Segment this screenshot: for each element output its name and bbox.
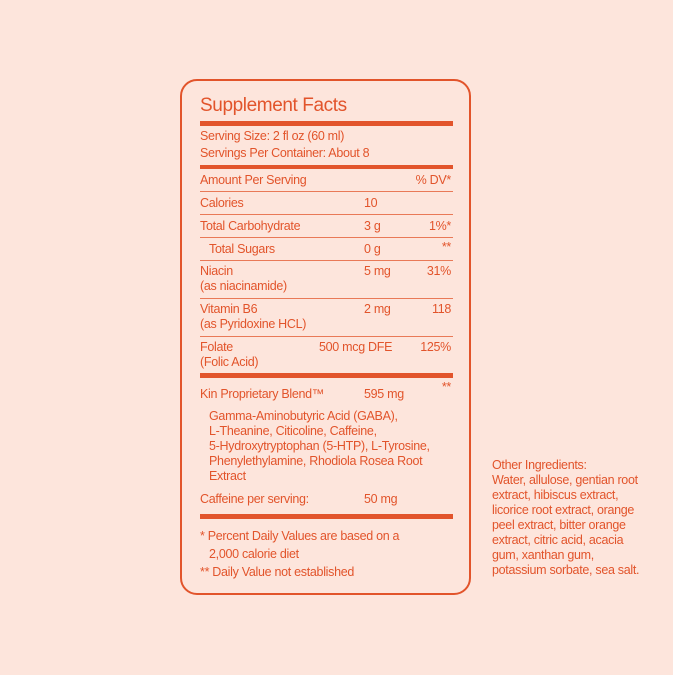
blend-dv: **: [441, 380, 451, 394]
divider-thin: [200, 191, 453, 192]
row-name: Total Sugars: [209, 242, 275, 256]
other-ingredients-line: peel extract, bitter orange: [492, 518, 626, 532]
serving-size: Serving Size: 2 fl oz (60 ml): [200, 129, 345, 143]
divider-thick: [200, 121, 453, 126]
other-ingredients-line: Other Ingredients:: [492, 458, 587, 472]
caffeine-name: Caffeine per serving:: [200, 492, 309, 506]
row-amount: 2 mg: [364, 302, 391, 316]
footnote-line: ** Daily Value not established: [200, 565, 355, 579]
row-sub: (Folic Acid): [200, 355, 259, 369]
footnote-line: * Percent Daily Values are based on a: [200, 529, 400, 543]
divider-thick: [200, 165, 453, 169]
row-dv: 1%*: [428, 219, 451, 233]
blend-ingredient-line: Phenylethylamine, Rhodiola Rosea Root: [209, 454, 423, 468]
blend-ingredient-line: Gamma-Aminobutyric Acid (GABA),: [209, 409, 398, 423]
divider-thick: [200, 373, 453, 378]
other-ingredients-line: potassium sorbate, sea salt.: [492, 563, 640, 577]
divider-thin: [200, 214, 453, 215]
header-amount-per-serving: Amount Per Serving: [200, 173, 307, 187]
servings-per-container: Servings Per Container: About 8: [200, 146, 370, 160]
blend-ingredient-line: 5-Hydroxytryptophan (5-HTP), L-Tyrosine,: [209, 439, 430, 453]
blend-amount: 595 mg: [364, 387, 404, 401]
row-amount: 3 g: [364, 219, 381, 233]
row-dv: 31%: [426, 264, 451, 278]
row-name: Niacin: [200, 264, 233, 278]
row-sub: (as niacinamide): [200, 279, 287, 293]
blend-ingredient-line: Extract: [209, 469, 246, 483]
row-amount: 5 mg: [364, 264, 391, 278]
divider-thin: [200, 336, 453, 337]
footnote-line: 2,000 calorie diet: [209, 547, 299, 561]
header-dv: % DV*: [415, 173, 451, 187]
other-ingredients-line: gum, xanthan gum,: [492, 548, 594, 562]
blend-ingredient-line: L-Theanine, Citicoline, Caffeine,: [209, 424, 377, 438]
other-ingredients-line: extract, hibiscus extract,: [492, 488, 619, 502]
other-ingredients-line: Water, allulose, gentian root: [492, 473, 638, 487]
other-ingredients-line: extract, citric acid, acacia: [492, 533, 624, 547]
supplement-facts-panel: [180, 79, 471, 595]
row-sub: (as Pyridoxine HCL): [200, 317, 307, 331]
other-ingredients-line: licorice root extract, orange: [492, 503, 635, 517]
other-ingredients: [492, 458, 662, 578]
row-dv: 125%: [420, 340, 451, 354]
blend-name: Kin Proprietary Blend™: [200, 387, 325, 401]
row-name: Folate: [200, 340, 233, 354]
divider-thin: [200, 298, 453, 299]
row-dv: 118: [431, 302, 451, 316]
row-amount: 0 g: [364, 242, 381, 256]
divider-thin: [200, 237, 453, 238]
caffeine-amount: 50 mg: [364, 492, 398, 506]
divider-thick: [200, 514, 453, 519]
divider-thin: [200, 260, 453, 261]
label-title: Supplement Facts: [200, 95, 347, 116]
row-name: Calories: [200, 196, 244, 210]
row-amount: 10: [364, 196, 378, 210]
row-name: Vitamin B6: [200, 302, 258, 316]
row-dv: **: [441, 240, 451, 254]
row-name: Total Carbohydrate: [200, 219, 301, 233]
row-amount: 500 mcg DFE: [319, 340, 393, 354]
